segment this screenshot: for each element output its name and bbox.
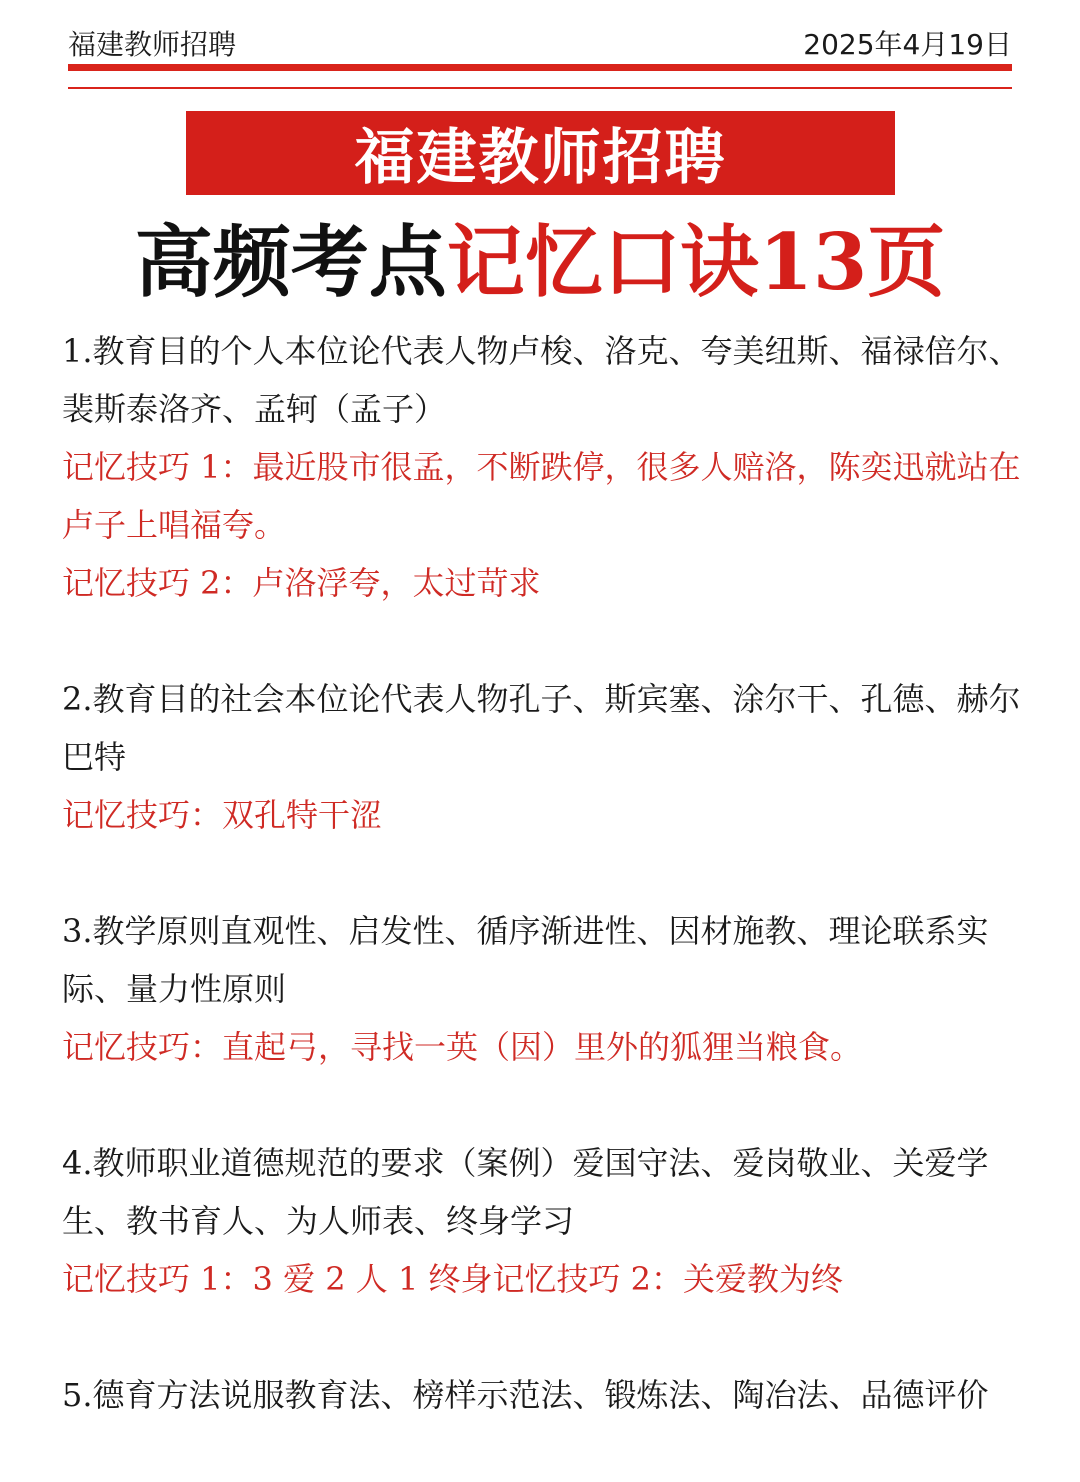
list-item <box>62 1366 1022 1424</box>
item-question: 4.教师职业道德规范的要求（案例）爱国守法、爱岗敬业、关爱学生、教书育人、为人师表、终身学习 <box>62 1144 989 1240</box>
item-question: 3.教学原则直观性、启发性、循序渐进性、因材施教、理论联系实际、量力性原则 <box>62 912 989 1008</box>
item-question: 5.德育方法说服教育法、榜样示范法、锻炼法、陶冶法、品德评价 <box>62 1376 989 1414</box>
item-tip: 记忆技巧 2：卢洛浮夸，太过苛求 <box>62 564 541 602</box>
source-label: 福建教师招聘 <box>68 28 237 61</box>
content <box>62 322 1022 1482</box>
banner-text: 福建教师招聘 <box>354 123 727 193</box>
date-label: 2025年4月19日 <box>803 28 1012 61</box>
header-rule-thick <box>68 64 1012 71</box>
top-header <box>68 22 1012 64</box>
item-question: 2.教育目的社会本位论代表人物孔子、斯宾塞、涂尔干、孔德、赫尔巴特 <box>62 680 1021 776</box>
header-rule-thin <box>68 87 1012 89</box>
title-red-part: 记忆口诀13页 <box>446 217 946 308</box>
item-question: 1.教育目的个人本位论代表人物卢梭、洛克、夸美纽斯、福禄倍尔、裴斯泰洛齐、孟轲（孟子） <box>62 332 1021 428</box>
list-item <box>62 670 1022 844</box>
title-black-part: 高频考点 <box>134 217 447 308</box>
banner <box>186 111 895 195</box>
list-item <box>62 1134 1022 1308</box>
page-title <box>0 215 1080 310</box>
item-tip: 记忆技巧：双孔特干涩 <box>62 796 383 834</box>
list-item <box>62 322 1022 612</box>
item-tip: 记忆技巧 1：3 爱 2 人 1 终身记忆技巧 2：关爱教为终 <box>62 1260 844 1298</box>
item-tip: 记忆技巧 1：最近股市很孟，不断跌停，很多人赔洛，陈奕迅就站在卢子上唱福夸。 <box>62 448 1021 544</box>
list-item <box>62 902 1022 1076</box>
item-tip: 记忆技巧：直起弓，寻找一英（因）里外的狐狸当粮食。 <box>62 1028 863 1066</box>
